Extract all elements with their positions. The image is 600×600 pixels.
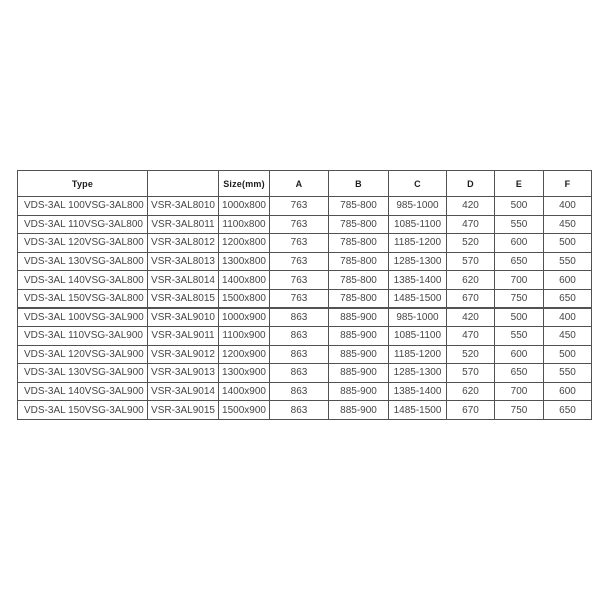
value-d: 620 bbox=[447, 271, 495, 290]
value-e: 650 bbox=[495, 364, 544, 383]
value-b: 885-900 bbox=[329, 401, 389, 420]
value-a: 763 bbox=[270, 271, 329, 290]
value-f: 650 bbox=[544, 401, 592, 420]
value-c: 985-1000 bbox=[389, 197, 447, 216]
vds-code: VDS-3AL 100 bbox=[24, 200, 85, 212]
value-b: 885-900 bbox=[329, 345, 389, 364]
col-header-model bbox=[148, 171, 219, 197]
size-cell: 1500x900 bbox=[219, 401, 270, 420]
type-cell bbox=[18, 327, 148, 346]
vds-code: VDS-3AL 150 bbox=[24, 404, 85, 416]
value-b: 885-900 bbox=[329, 364, 389, 383]
value-d: 620 bbox=[447, 382, 495, 401]
vsg-code: VSG-3AL900 bbox=[84, 348, 144, 360]
value-e: 600 bbox=[495, 345, 544, 364]
model-cell: VSR-3AL9010 bbox=[148, 308, 219, 327]
value-b: 785-800 bbox=[329, 197, 389, 216]
value-f: 450 bbox=[544, 327, 592, 346]
value-d: 470 bbox=[447, 215, 495, 234]
value-b: 885-900 bbox=[329, 308, 389, 327]
value-d: 520 bbox=[447, 345, 495, 364]
value-e: 500 bbox=[495, 197, 544, 216]
size-cell: 1200x900 bbox=[219, 345, 270, 364]
value-c: 1385-1400 bbox=[389, 271, 447, 290]
value-e: 700 bbox=[495, 382, 544, 401]
table-row bbox=[18, 289, 592, 308]
type-cell bbox=[18, 252, 148, 271]
vsg-code: VSG-3AL800 bbox=[84, 292, 144, 304]
value-e: 500 bbox=[495, 308, 544, 327]
size-cell: 1000x900 bbox=[219, 308, 270, 327]
type-cell bbox=[18, 401, 148, 420]
vsg-code: VSG-3AL900 bbox=[84, 367, 144, 379]
table-row bbox=[18, 308, 592, 327]
value-a: 863 bbox=[270, 364, 329, 383]
vds-code: VDS-3AL 120 bbox=[24, 348, 85, 360]
col-header-type: Type bbox=[18, 171, 148, 197]
value-e: 650 bbox=[495, 252, 544, 271]
vds-code: VDS-3AL 110 bbox=[24, 330, 85, 342]
model-cell: VSR-3AL9014 bbox=[148, 382, 219, 401]
value-d: 520 bbox=[447, 234, 495, 253]
col-header-size: Size(mm) bbox=[219, 171, 270, 197]
type-cell bbox=[18, 308, 148, 327]
value-f: 550 bbox=[544, 252, 592, 271]
value-e: 750 bbox=[495, 401, 544, 420]
model-cell: VSR-3AL9013 bbox=[148, 364, 219, 383]
col-header-c: C bbox=[389, 171, 447, 197]
value-b: 785-800 bbox=[329, 252, 389, 271]
value-a: 863 bbox=[270, 345, 329, 364]
vsg-code: VSG-3AL800 bbox=[84, 218, 143, 230]
value-c: 1385-1400 bbox=[389, 382, 447, 401]
value-a: 863 bbox=[270, 401, 329, 420]
table-row bbox=[18, 234, 592, 253]
table-row bbox=[18, 215, 592, 234]
value-e: 550 bbox=[495, 215, 544, 234]
vsg-code: VSG-3AL900 bbox=[84, 312, 144, 323]
table-row bbox=[18, 401, 592, 420]
value-b: 885-900 bbox=[329, 382, 389, 401]
header-row bbox=[18, 171, 592, 197]
type-cell bbox=[18, 234, 148, 253]
table-row bbox=[18, 364, 592, 383]
value-c: 1085-1100 bbox=[389, 215, 447, 234]
value-b: 785-800 bbox=[329, 271, 389, 290]
vsg-code: VSG-3AL900 bbox=[84, 386, 144, 398]
value-c: 985-1000 bbox=[389, 308, 447, 327]
value-d: 570 bbox=[447, 252, 495, 271]
type-cell bbox=[18, 382, 148, 401]
value-f: 500 bbox=[544, 345, 592, 364]
value-a: 763 bbox=[270, 215, 329, 234]
model-cell: VSR-3AL9011 bbox=[148, 327, 219, 346]
value-a: 863 bbox=[270, 382, 329, 401]
vsg-code: VSG-3AL900 bbox=[84, 404, 144, 416]
value-a: 763 bbox=[270, 289, 329, 308]
size-cell: 1300x900 bbox=[219, 364, 270, 383]
value-f: 450 bbox=[544, 215, 592, 234]
vds-code: VDS-3AL 150 bbox=[24, 292, 85, 304]
type-cell bbox=[18, 289, 148, 308]
vds-code: VDS-3AL 130 bbox=[24, 256, 85, 268]
value-d: 420 bbox=[447, 308, 495, 327]
vds-code: VDS-3AL 120 bbox=[24, 237, 85, 249]
col-header-d: D bbox=[447, 171, 495, 197]
table-row bbox=[18, 382, 592, 401]
model-cell: VSR-3AL8014 bbox=[148, 271, 219, 290]
size-cell: 1300x800 bbox=[219, 252, 270, 271]
table-row bbox=[18, 271, 592, 290]
table-row bbox=[18, 197, 592, 216]
value-c: 1485-1500 bbox=[389, 401, 447, 420]
size-cell: 1500x800 bbox=[219, 289, 270, 308]
size-cell: 1400x800 bbox=[219, 271, 270, 290]
vsg-code: VSG-3AL800 bbox=[84, 274, 144, 286]
value-c: 1185-1200 bbox=[389, 234, 447, 253]
value-c: 1185-1200 bbox=[389, 345, 447, 364]
vsg-code: VSG-3AL800 bbox=[84, 256, 144, 268]
value-f: 400 bbox=[544, 308, 592, 327]
size-cell: 1100x800 bbox=[219, 215, 270, 234]
value-f: 650 bbox=[544, 289, 592, 308]
type-cell bbox=[18, 271, 148, 290]
table-row bbox=[18, 327, 592, 346]
value-e: 550 bbox=[495, 327, 544, 346]
value-d: 420 bbox=[447, 197, 495, 216]
size-cell: 1100x900 bbox=[219, 327, 270, 346]
value-c: 1485-1500 bbox=[389, 289, 447, 308]
value-e: 600 bbox=[495, 234, 544, 253]
value-a: 763 bbox=[270, 234, 329, 253]
value-d: 670 bbox=[447, 289, 495, 308]
type-cell bbox=[18, 345, 148, 364]
value-d: 670 bbox=[447, 401, 495, 420]
value-e: 700 bbox=[495, 271, 544, 290]
vsg-code: VSG-3AL800 bbox=[84, 237, 144, 249]
value-e: 750 bbox=[495, 289, 544, 308]
vsg-code: VSG-3AL900 bbox=[84, 330, 143, 342]
col-header-f: F bbox=[544, 171, 592, 197]
size-cell: 1200x800 bbox=[219, 234, 270, 253]
vds-code: VDS-3AL 100 bbox=[24, 312, 85, 323]
value-f: 600 bbox=[544, 382, 592, 401]
type-cell bbox=[18, 364, 148, 383]
value-f: 550 bbox=[544, 364, 592, 383]
vds-code: VDS-3AL 140 bbox=[24, 274, 85, 286]
value-c: 1285-1300 bbox=[389, 364, 447, 383]
value-c: 1285-1300 bbox=[389, 252, 447, 271]
size-cell: 1400x900 bbox=[219, 382, 270, 401]
model-cell: VSR-3AL8015 bbox=[148, 289, 219, 308]
value-b: 785-800 bbox=[329, 234, 389, 253]
value-b: 885-900 bbox=[329, 327, 389, 346]
value-f: 500 bbox=[544, 234, 592, 253]
model-cell: VSR-3AL8013 bbox=[148, 252, 219, 271]
col-header-a: A bbox=[270, 171, 329, 197]
value-f: 600 bbox=[544, 271, 592, 290]
vsg-code: VSG-3AL800 bbox=[84, 200, 144, 212]
model-cell: VSR-3AL9015 bbox=[148, 401, 219, 420]
col-header-e: E bbox=[495, 171, 544, 197]
value-c: 1085-1100 bbox=[389, 327, 447, 346]
table-row bbox=[18, 252, 592, 271]
value-a: 863 bbox=[270, 308, 329, 327]
model-cell: VSR-3AL9012 bbox=[148, 345, 219, 364]
vds-code: VDS-3AL 140 bbox=[24, 386, 85, 398]
value-f: 400 bbox=[544, 197, 592, 216]
value-a: 863 bbox=[270, 327, 329, 346]
model-cell: VSR-3AL8010 bbox=[148, 197, 219, 216]
value-a: 763 bbox=[270, 197, 329, 216]
value-b: 785-800 bbox=[329, 215, 389, 234]
col-header-b: B bbox=[329, 171, 389, 197]
spec-table bbox=[17, 170, 592, 420]
table-row bbox=[18, 345, 592, 364]
vds-code: VDS-3AL 130 bbox=[24, 367, 85, 379]
value-d: 470 bbox=[447, 327, 495, 346]
value-a: 763 bbox=[270, 252, 329, 271]
value-d: 570 bbox=[447, 364, 495, 383]
type-cell bbox=[18, 197, 148, 216]
value-b: 785-800 bbox=[329, 289, 389, 308]
size-cell: 1000x800 bbox=[219, 197, 270, 216]
vds-code: VDS-3AL 110 bbox=[24, 218, 85, 230]
model-cell: VSR-3AL8012 bbox=[148, 234, 219, 253]
type-cell bbox=[18, 215, 148, 234]
model-cell: VSR-3AL8011 bbox=[148, 215, 219, 234]
